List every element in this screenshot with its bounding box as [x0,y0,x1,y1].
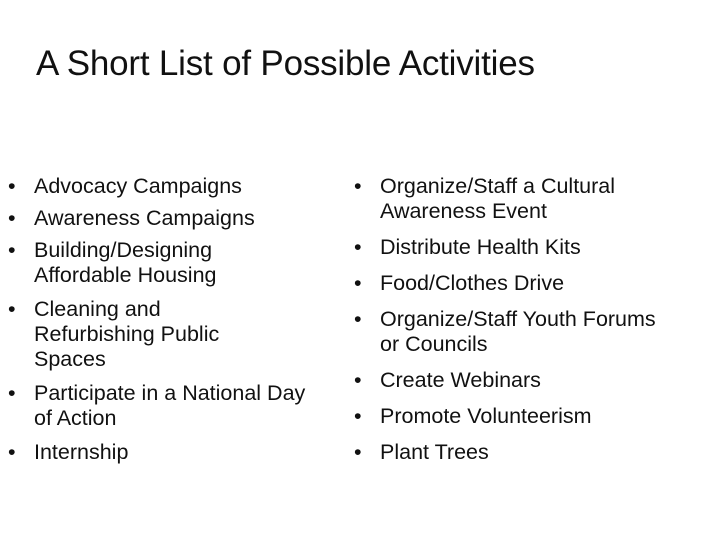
list-item [8,206,308,231]
list-item [354,440,714,465]
list-item [354,404,714,429]
list-item-text: Cleaning and Refurbishing Public Spaces [34,297,220,371]
list-item [354,174,710,224]
list-item [8,174,308,199]
list-item [354,235,714,260]
bullet-icon: • [8,238,16,262]
bullet-icon: • [8,381,16,405]
bullet-icon: • [354,307,362,331]
bullet-icon: • [8,206,16,230]
bullet-icon: • [8,297,16,321]
list-item [8,297,234,372]
list-item-text: Organize/Staff a Cultural Awareness Event [380,174,616,223]
activities-list-right [354,174,714,476]
slide-title: A Short List of Possible Activities [36,44,535,83]
list-item-text: Participate in a National Day of Action [34,381,306,430]
list-item-text: Building/Designing Affordable Housing [34,238,217,287]
activities-list-left [8,174,308,474]
list-item [8,381,324,431]
list-item-text: Food/Clothes Drive [380,271,565,295]
bullet-icon: • [354,404,362,428]
bullet-icon: • [354,440,362,464]
list-item-text: Internship [34,440,129,464]
list-item [354,271,714,296]
list-item-text: Promote Volunteerism [380,404,592,428]
list-item-text: Create Webinars [380,368,541,392]
list-item [354,307,670,357]
list-item [8,440,308,465]
list-item [8,238,264,288]
bullet-icon: • [8,440,16,464]
list-item-text: Plant Trees [380,440,489,464]
bullet-icon: • [354,368,362,392]
list-item-text: Organize/Staff Youth Forums or Councils [380,307,656,356]
list-item-text: Awareness Campaigns [34,206,255,230]
bullet-icon: • [8,174,16,198]
list-item-text: Advocacy Campaigns [34,174,242,198]
list-item-text: Distribute Health Kits [380,235,581,259]
bullet-icon: • [354,271,362,295]
bullet-icon: • [354,235,362,259]
bullet-icon: • [354,174,362,198]
list-item [354,368,714,393]
